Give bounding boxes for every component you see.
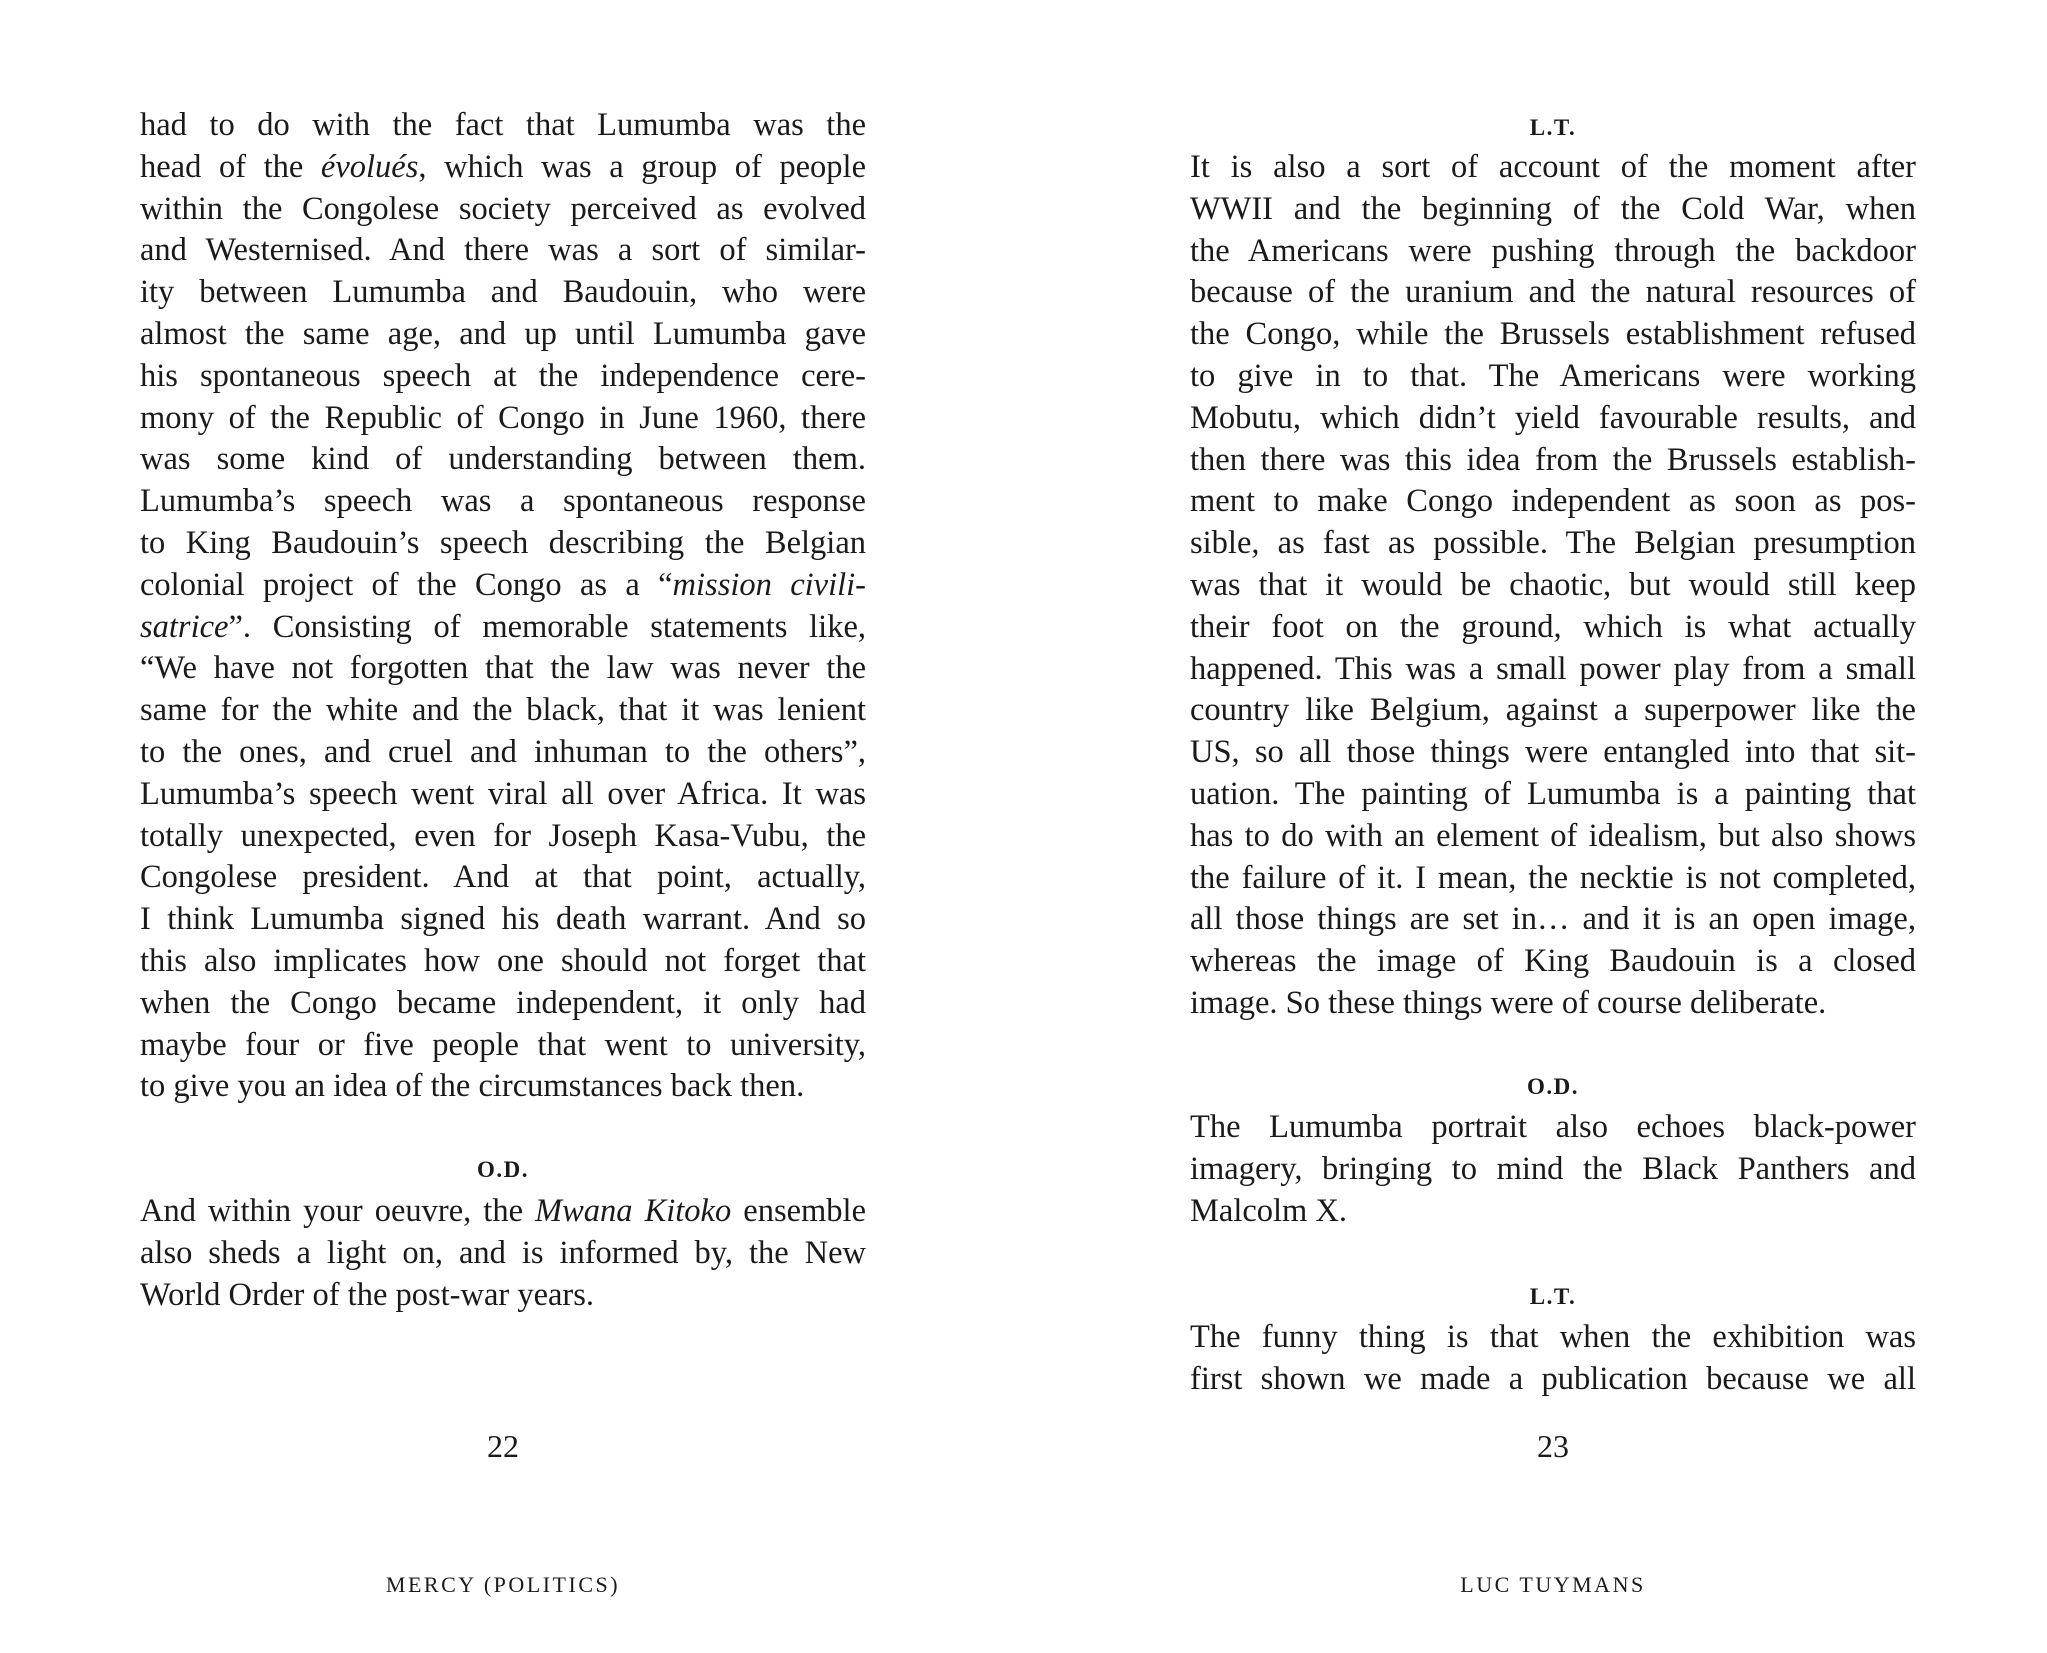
text-run: , which was a group of people bbox=[418, 148, 866, 185]
text-line bbox=[140, 857, 866, 899]
text-line bbox=[140, 439, 866, 481]
text-line bbox=[140, 189, 866, 231]
italic-text: mission civili- bbox=[672, 566, 866, 603]
page-number: 23 bbox=[1537, 1428, 1569, 1464]
text-run: the Congo, while the Brussels establishment refused bbox=[1190, 316, 1916, 353]
text-line bbox=[140, 314, 866, 356]
text-run: head of the bbox=[140, 148, 321, 185]
italic-text: évolués bbox=[320, 148, 419, 185]
text-line bbox=[1190, 314, 1916, 356]
text-run: when the Congo became independent, it only had bbox=[140, 984, 866, 1021]
text-line bbox=[140, 230, 866, 272]
text-line bbox=[140, 147, 866, 189]
text-run: ensemble bbox=[731, 1193, 866, 1229]
text-run: first shown we made a publication because we all bbox=[1190, 1360, 1916, 1397]
text-line bbox=[140, 732, 866, 774]
text-run: WWII and the beginning of the Cold War, when bbox=[1190, 190, 1916, 227]
text-line bbox=[1190, 1359, 1916, 1401]
speaker-label: L.T. bbox=[1529, 115, 1577, 140]
text-run: happened. This was a small power play from a small bbox=[1190, 650, 1916, 687]
text-line bbox=[1190, 398, 1916, 440]
text-line bbox=[1190, 1149, 1916, 1191]
text-run: totally unexpected, even for Joseph Kasa-Vubu, the bbox=[140, 817, 866, 854]
text-run: ”. Consisting of memorable statements like, bbox=[228, 608, 866, 645]
text-run: The Lumumba portrait also echoes black-power bbox=[1190, 1109, 1916, 1145]
text-line bbox=[1190, 649, 1916, 691]
text-line bbox=[140, 565, 866, 607]
text-line bbox=[1190, 899, 1916, 941]
paragraph bbox=[1190, 1317, 1916, 1401]
speaker-label: L.T. bbox=[1529, 1284, 1577, 1309]
text-run: The funny thing is that when the exhibition was bbox=[1190, 1319, 1916, 1355]
text-run: all those things are set in… and it is an open image, bbox=[1190, 901, 1916, 938]
text-line bbox=[1190, 732, 1916, 774]
text-run: then there was this idea from the Brussels establish- bbox=[1190, 441, 1916, 478]
text-run: to King Baudouin’s speech describing the Belgian bbox=[140, 524, 866, 561]
text-line bbox=[1190, 231, 1916, 273]
text-line bbox=[140, 983, 866, 1025]
text-run: Lumumba’s speech was a spontaneous response bbox=[140, 483, 866, 520]
text-run: whereas the image of King Baudouin is a closed bbox=[1190, 943, 1916, 980]
text-run: and Westernised. And there was a sort of similar- bbox=[140, 232, 866, 269]
text-run: mony of the Republic of Congo in June 1960, there bbox=[140, 399, 866, 436]
text-run: his spontaneous speech at the independence cere- bbox=[140, 357, 866, 394]
text-run: their foot on the ground, which is what actually bbox=[1190, 608, 1916, 645]
text-line bbox=[1190, 1317, 1916, 1359]
page-number: 22 bbox=[487, 1428, 519, 1464]
text-line bbox=[140, 607, 866, 649]
text-run: also sheds a light on, and is informed by, the New bbox=[140, 1234, 866, 1271]
text-run: to give in to that. The Americans were working bbox=[1190, 357, 1916, 394]
text-run: uation. The painting of Lumumba is a painting that bbox=[1190, 775, 1916, 812]
text-line bbox=[1190, 941, 1916, 983]
text-line bbox=[140, 1191, 866, 1233]
text-line bbox=[140, 774, 866, 816]
text-line bbox=[140, 1233, 866, 1275]
text-run: to give you an idea of the circumstances back then. bbox=[140, 1068, 805, 1105]
paragraph bbox=[1190, 147, 1916, 1025]
paragraph bbox=[140, 1191, 866, 1316]
text-run: maybe four or five people that went to university, bbox=[140, 1026, 866, 1063]
text-run: “We have not forgotten that the law was never the bbox=[140, 650, 866, 687]
text-line bbox=[140, 899, 866, 941]
text-line bbox=[1190, 858, 1916, 900]
text-line bbox=[1190, 565, 1916, 607]
running-footer: LUC TUYMANS bbox=[1460, 1572, 1646, 1597]
text-run: It is also a sort of account of the moment after bbox=[1190, 149, 1916, 185]
text-line bbox=[140, 816, 866, 858]
text-run: I think Lumumba signed his death warrant. And so bbox=[140, 901, 866, 938]
text-run: almost the same age, and up until Lumumba gave bbox=[140, 315, 866, 352]
text-run: same for the white and the black, that it was lenient bbox=[140, 692, 866, 729]
text-run: Congolese president. And at that point, actually, bbox=[140, 859, 866, 896]
text-line bbox=[140, 1066, 866, 1108]
text-line bbox=[1190, 774, 1916, 816]
text-line bbox=[140, 105, 866, 147]
speaker-label: O.D. bbox=[1527, 1074, 1579, 1099]
text-run: Mobutu, which didn’t yield favourable results, and bbox=[1190, 399, 1916, 436]
paragraph bbox=[1190, 1107, 1916, 1232]
text-line bbox=[1190, 1191, 1916, 1233]
text-run: because of the uranium and the natural resources of bbox=[1190, 274, 1916, 311]
text-line bbox=[1190, 690, 1916, 732]
text-line bbox=[1190, 1107, 1916, 1149]
text-line bbox=[140, 1025, 866, 1067]
running-footer: MERCY (POLITICS) bbox=[385, 1572, 621, 1597]
text-run: this also implicates how one should not forget that bbox=[140, 942, 866, 979]
text-run: World Order of the post-war years. bbox=[140, 1276, 595, 1313]
text-line bbox=[140, 648, 866, 690]
text-line bbox=[1190, 272, 1916, 314]
text-run: image. So these things were of course deliberate. bbox=[1190, 984, 1827, 1021]
paragraph bbox=[140, 105, 866, 1108]
text-run: ment to make Congo independent as soon as pos- bbox=[1190, 483, 1916, 520]
text-run: the failure of it. I mean, the necktie is not completed, bbox=[1190, 859, 1916, 896]
text-run: was that it would be chaotic, but would still keep bbox=[1190, 566, 1916, 603]
text-run: And within your oeuvre, the bbox=[140, 1193, 536, 1229]
text-run: has to do with an element of idealism, but also shows bbox=[1190, 817, 1916, 854]
text-run: sible, as fast as possible. The Belgian presumption bbox=[1190, 525, 1916, 562]
italic-text: satrice bbox=[140, 608, 229, 645]
text-run: Lumumba’s speech went viral all over Africa. It was bbox=[140, 775, 866, 812]
text-run: colonial project of the Congo as a “ bbox=[140, 566, 673, 603]
text-line bbox=[140, 1275, 866, 1317]
text-run: country like Belgium, against a superpower like the bbox=[1190, 692, 1916, 729]
text-run: US, so all those things were entangled into that sit- bbox=[1190, 734, 1916, 771]
text-run: Malcolm X. bbox=[1190, 1192, 1348, 1229]
text-line bbox=[1190, 523, 1916, 565]
text-line bbox=[1190, 816, 1916, 858]
text-line bbox=[140, 481, 866, 523]
text-line bbox=[1190, 607, 1916, 649]
text-run: to the ones, and cruel and inhuman to the others”, bbox=[140, 733, 866, 770]
text-line bbox=[1190, 147, 1916, 189]
text-run: was some kind of understanding between them. bbox=[140, 441, 866, 478]
text-line bbox=[140, 690, 866, 732]
text-run: ity between Lumumba and Baudouin, who were bbox=[140, 274, 866, 311]
text-line bbox=[140, 523, 866, 565]
text-line bbox=[140, 941, 866, 983]
text-line bbox=[140, 398, 866, 440]
text-line bbox=[1190, 356, 1916, 398]
text-line bbox=[140, 272, 866, 314]
text-line bbox=[1190, 440, 1916, 482]
text-run: the Americans were pushing through the backdoor bbox=[1190, 232, 1916, 269]
text-line bbox=[1190, 481, 1916, 523]
text-run: within the Congolese society perceived as evolved bbox=[140, 190, 866, 227]
text-line bbox=[1190, 189, 1916, 231]
text-line bbox=[1190, 983, 1916, 1025]
text-run: imagery, bringing to mind the Black Panthers and bbox=[1190, 1150, 1916, 1187]
speaker-label: O.D. bbox=[477, 1157, 529, 1182]
italic-text: Mwana Kitoko bbox=[535, 1193, 732, 1229]
text-run: had to do with the fact that Lumumba was the bbox=[140, 107, 866, 143]
text-line bbox=[140, 356, 866, 398]
